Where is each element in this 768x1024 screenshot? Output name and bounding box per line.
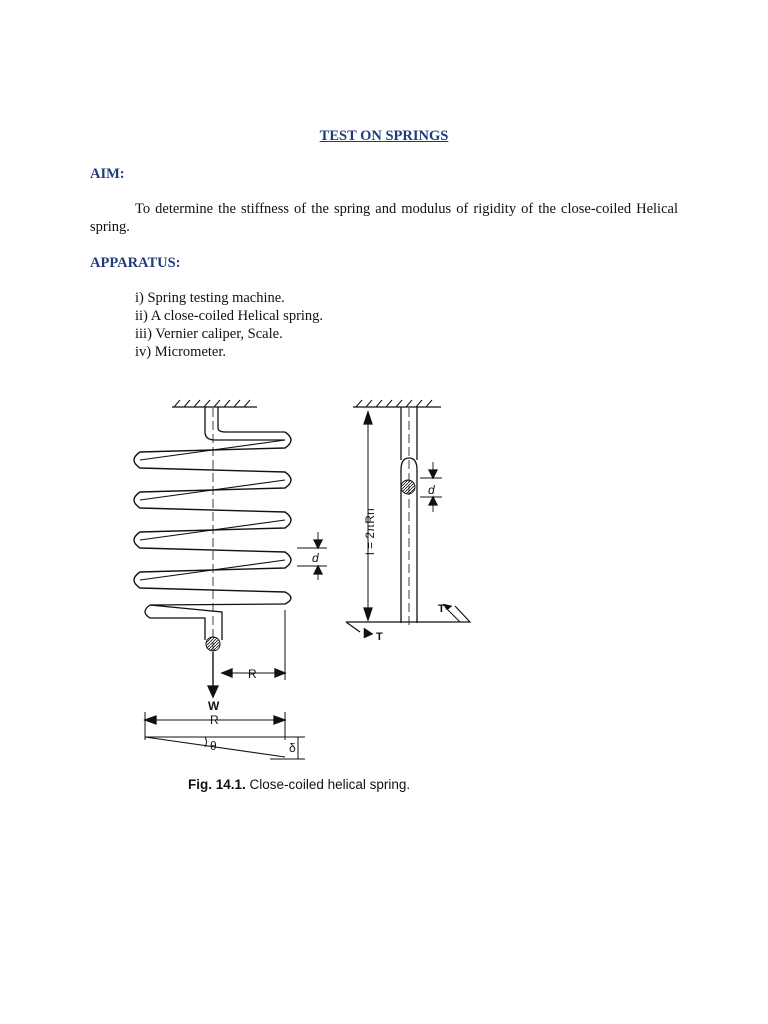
wire-section	[401, 480, 415, 494]
apparatus-item: i) Spring testing machine.	[135, 290, 285, 306]
aim-heading: AIM:	[90, 166, 125, 182]
caption-number: Fig. 14.1.	[188, 777, 246, 792]
helical-spring-drawing	[134, 400, 327, 759]
wire-section	[206, 637, 220, 651]
label-load: W	[208, 699, 220, 713]
apparatus-item: iii) Vernier caliper, Scale.	[135, 326, 283, 342]
caption-text: Close-coiled helical spring.	[249, 777, 411, 792]
label-radius: R	[248, 667, 257, 681]
apparatus-heading: APPARATUS:	[90, 255, 181, 271]
label-delta: δ	[289, 741, 296, 755]
label-radius-bottom: R	[210, 713, 219, 727]
page-title: TEST ON SPRINGS	[319, 128, 449, 144]
label-theta: θ	[210, 739, 217, 753]
label-length: l = 2πRn	[363, 508, 377, 555]
aim-text: To determine the stiffness of the spring and modulus of rigidity of the close-coiled Helical spring.	[90, 201, 678, 235]
ceiling-hatch	[174, 400, 250, 407]
label-d-left: d	[312, 551, 319, 565]
label-torque-bottom: T	[376, 631, 383, 643]
top-attachment	[205, 407, 285, 440]
label-torque-top: T	[438, 603, 445, 615]
apparatus-item: ii) A close-coiled Helical spring.	[135, 308, 324, 324]
apparatus-item: iv) Micrometer.	[135, 344, 227, 360]
label-d-right: d	[428, 483, 435, 497]
figure-caption	[188, 777, 410, 792]
